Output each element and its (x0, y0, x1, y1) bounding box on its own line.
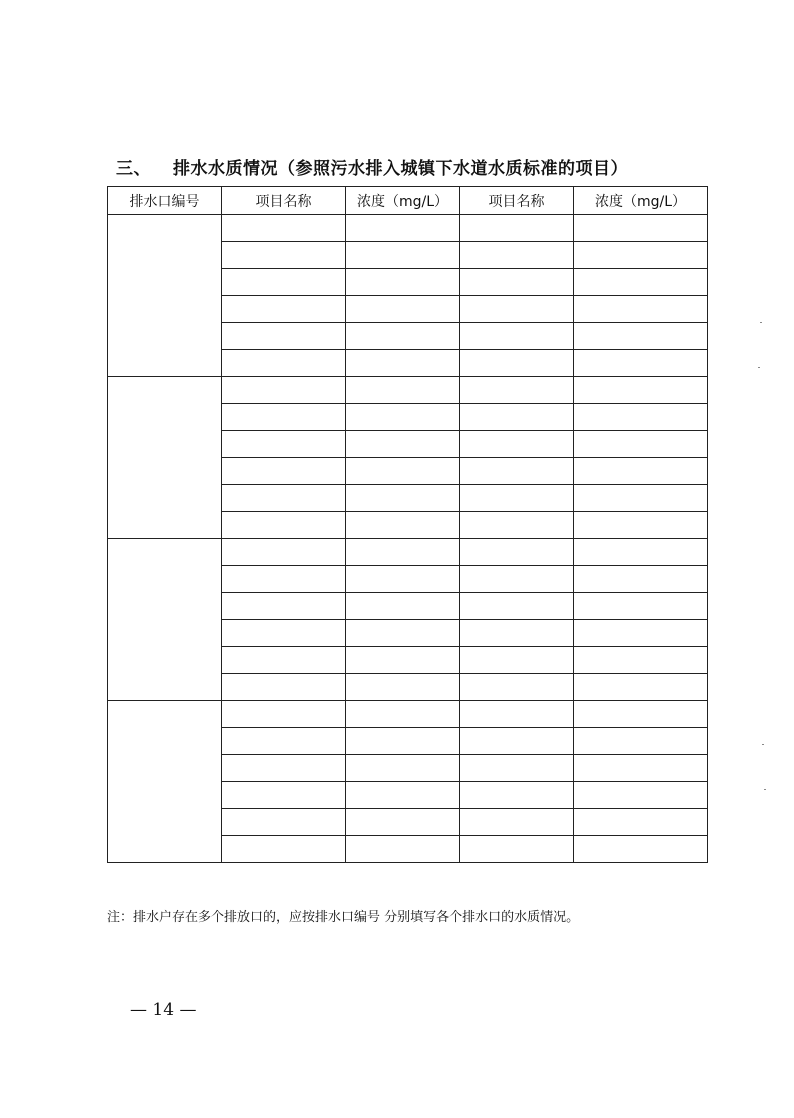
concentration-2-cell[interactable] (574, 323, 708, 350)
item-name-1-cell[interactable] (222, 431, 346, 458)
item-name-2-cell[interactable] (460, 674, 574, 701)
concentration-2-cell[interactable] (574, 836, 708, 863)
concentration-1-cell[interactable] (346, 458, 460, 485)
section-number: 三、 (116, 159, 151, 179)
item-name-2-cell[interactable] (460, 809, 574, 836)
item-name-1-cell[interactable] (222, 242, 346, 269)
item-name-1-cell[interactable] (222, 728, 346, 755)
concentration-1-cell[interactable] (346, 809, 460, 836)
item-name-1-cell[interactable] (222, 323, 346, 350)
outlet-id-cell[interactable] (108, 215, 222, 377)
concentration-2-cell[interactable] (574, 674, 708, 701)
concentration-2-cell[interactable] (574, 377, 708, 404)
concentration-1-cell[interactable] (346, 242, 460, 269)
concentration-1-cell[interactable] (346, 620, 460, 647)
item-name-2-cell[interactable] (460, 431, 574, 458)
concentration-2-cell[interactable] (574, 566, 708, 593)
concentration-1-cell[interactable] (346, 593, 460, 620)
item-name-2-cell[interactable] (460, 296, 574, 323)
page-number: — 14 — (130, 1000, 197, 1020)
scan-speck (760, 322, 762, 323)
item-name-2-cell[interactable] (460, 566, 574, 593)
item-name-2-cell[interactable] (460, 377, 574, 404)
concentration-1-cell[interactable] (346, 674, 460, 701)
concentration-1-cell[interactable] (346, 350, 460, 377)
item-name-1-cell[interactable] (222, 269, 346, 296)
item-name-2-cell[interactable] (460, 512, 574, 539)
item-name-2-cell[interactable] (460, 620, 574, 647)
concentration-1-cell[interactable] (346, 377, 460, 404)
concentration-1-cell[interactable] (346, 836, 460, 863)
item-name-1-cell[interactable] (222, 647, 346, 674)
concentration-1-cell[interactable] (346, 755, 460, 782)
item-name-2-cell[interactable] (460, 323, 574, 350)
item-name-2-cell[interactable] (460, 404, 574, 431)
item-name-1-cell[interactable] (222, 485, 346, 512)
item-name-1-cell[interactable] (222, 512, 346, 539)
concentration-2-cell[interactable] (574, 215, 708, 242)
outlet-id-cell[interactable] (108, 539, 222, 701)
concentration-2-cell[interactable] (574, 782, 708, 809)
item-name-2-cell[interactable] (460, 215, 574, 242)
water-quality-table (107, 186, 708, 863)
concentration-1-cell[interactable] (346, 512, 460, 539)
concentration-2-cell[interactable] (574, 620, 708, 647)
concentration-2-cell[interactable] (574, 512, 708, 539)
concentration-2-cell[interactable] (574, 539, 708, 566)
concentration-1-cell[interactable] (346, 404, 460, 431)
concentration-2-cell[interactable] (574, 350, 708, 377)
scan-speck (758, 367, 760, 368)
concentration-2-cell[interactable] (574, 809, 708, 836)
concentration-2-cell[interactable] (574, 647, 708, 674)
concentration-1-cell[interactable] (346, 215, 460, 242)
header-concentration-2: 浓度（mg/L） (574, 187, 708, 215)
item-name-1-cell[interactable] (222, 377, 346, 404)
item-name-2-cell[interactable] (460, 458, 574, 485)
concentration-1-cell[interactable] (346, 296, 460, 323)
table-header-row (108, 187, 708, 215)
concentration-2-cell[interactable] (574, 755, 708, 782)
concentration-2-cell[interactable] (574, 242, 708, 269)
concentration-1-cell[interactable] (346, 485, 460, 512)
item-name-2-cell[interactable] (460, 728, 574, 755)
table-row (108, 701, 708, 728)
header-outlet-id: 排水口编号 (108, 187, 222, 215)
concentration-1-cell[interactable] (346, 323, 460, 350)
concentration-2-cell[interactable] (574, 701, 708, 728)
concentration-2-cell[interactable] (574, 485, 708, 512)
concentration-2-cell[interactable] (574, 431, 708, 458)
item-name-1-cell[interactable] (222, 404, 346, 431)
item-name-1-cell[interactable] (222, 296, 346, 323)
table-row (108, 215, 708, 242)
item-name-1-cell[interactable] (222, 755, 346, 782)
section-heading (116, 154, 628, 179)
item-name-1-cell[interactable] (222, 539, 346, 566)
item-name-2-cell[interactable] (460, 350, 574, 377)
concentration-1-cell[interactable] (346, 566, 460, 593)
concentration-1-cell[interactable] (346, 431, 460, 458)
concentration-1-cell[interactable] (346, 539, 460, 566)
item-name-2-cell[interactable] (460, 242, 574, 269)
item-name-2-cell[interactable] (460, 269, 574, 296)
item-name-2-cell[interactable] (460, 836, 574, 863)
section-title: 排水水质情况（参照污水排入城镇下水道水质标准的项目） (173, 159, 628, 179)
concentration-1-cell[interactable] (346, 647, 460, 674)
header-concentration-1: 浓度（mg/L） (346, 187, 460, 215)
table-row (108, 539, 708, 566)
concentration-2-cell[interactable] (574, 458, 708, 485)
concentration-1-cell[interactable] (346, 782, 460, 809)
concentration-1-cell[interactable] (346, 269, 460, 296)
item-name-1-cell[interactable] (222, 809, 346, 836)
header-item-name-1: 项目名称 (222, 187, 346, 215)
item-name-2-cell[interactable] (460, 647, 574, 674)
table-body (108, 215, 708, 863)
table-row (108, 377, 708, 404)
concentration-2-cell[interactable] (574, 728, 708, 755)
item-name-1-cell[interactable] (222, 458, 346, 485)
concentration-2-cell[interactable] (574, 404, 708, 431)
item-name-2-cell[interactable] (460, 593, 574, 620)
concentration-2-cell[interactable] (574, 296, 708, 323)
item-name-1-cell[interactable] (222, 836, 346, 863)
outlet-id-cell[interactable] (108, 377, 222, 539)
scan-speck (762, 744, 764, 745)
item-name-1-cell[interactable] (222, 593, 346, 620)
concentration-1-cell[interactable] (346, 728, 460, 755)
item-name-1-cell[interactable] (222, 701, 346, 728)
item-name-2-cell[interactable] (460, 701, 574, 728)
item-name-1-cell[interactable] (222, 674, 346, 701)
item-name-2-cell[interactable] (460, 539, 574, 566)
scan-speck (764, 789, 766, 790)
item-name-1-cell[interactable] (222, 215, 346, 242)
item-name-1-cell[interactable] (222, 566, 346, 593)
footnote: 注：排水户存在多个排放口的，应按排水口编号 分别填写各个排水口的水质情况。 (107, 910, 580, 925)
concentration-2-cell[interactable] (574, 593, 708, 620)
item-name-1-cell[interactable] (222, 350, 346, 377)
concentration-1-cell[interactable] (346, 701, 460, 728)
item-name-2-cell[interactable] (460, 485, 574, 512)
item-name-1-cell[interactable] (222, 782, 346, 809)
item-name-2-cell[interactable] (460, 755, 574, 782)
outlet-id-cell[interactable] (108, 701, 222, 863)
header-item-name-2: 项目名称 (460, 187, 574, 215)
item-name-1-cell[interactable] (222, 620, 346, 647)
concentration-2-cell[interactable] (574, 269, 708, 296)
item-name-2-cell[interactable] (460, 782, 574, 809)
